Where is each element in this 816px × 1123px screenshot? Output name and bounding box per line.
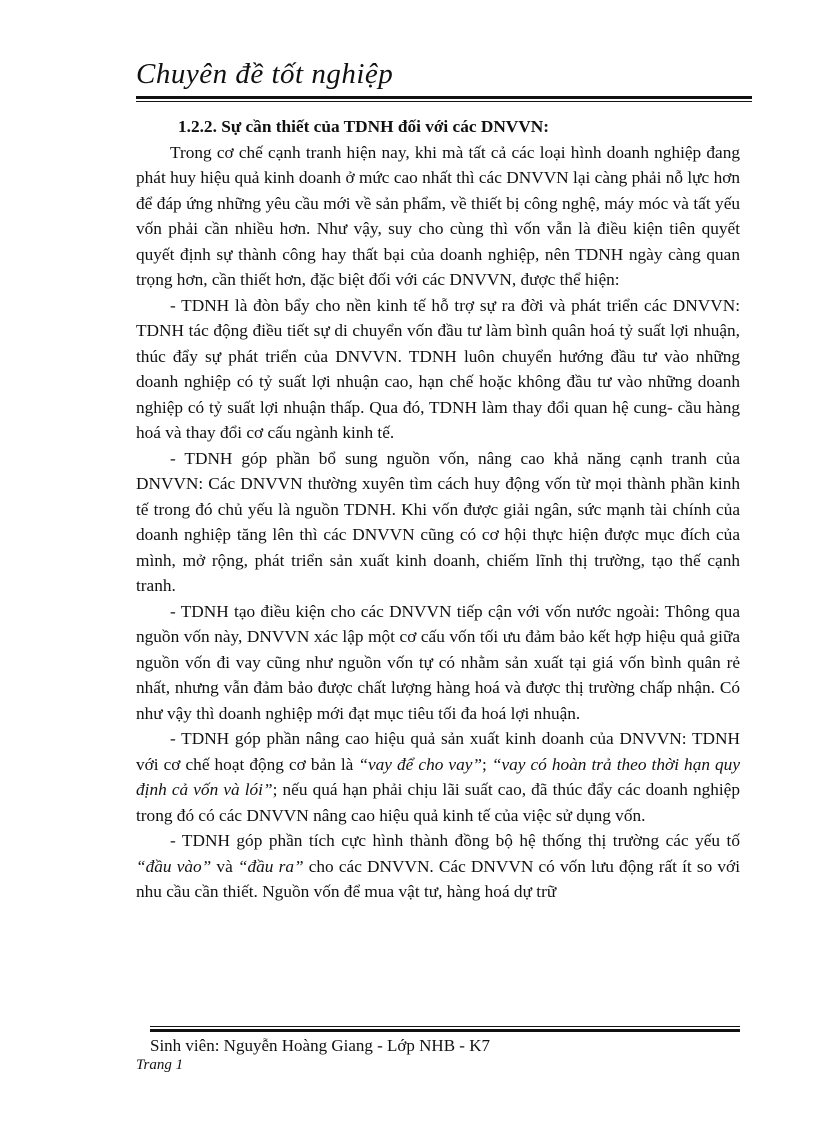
footer-rule-thin [150,1026,740,1027]
section-heading: 1.2.2. Sự cần thiết của TDNH đối với các DNVVN: [178,117,549,136]
paragraph-point-3: - TDNH tạo điều kiện cho các DNVVN tiếp cận với vốn nước ngoài: Thông qua nguồn vốn này, DNVVN xác lập một cơ cấu vốn tối ưu đảm bảo kết hợp hiệu quả giữa nguồn vốn đi vay cũng như nguồn vốn tự có nhằm sản xuất tại giá vốn bình quân rẻ nhất, nhưng vẫn đảm bảo được chất lượng hàng hoá và được thị trường chấp nhận. Có như vậy thì doanh nghiệp mới đạt mục tiêu tối đa hoá lợi nhuận. [136,601,740,723]
paragraph-point-5 [136,828,740,905]
point-5-text-start: - TDNH góp phần tích cực hình thành đồng bộ hệ thống thị trường các yếu tố [170,831,740,850]
paragraph-point-4 [136,726,740,828]
point-4-text-end: ; nếu quá hạn phải chịu lãi suất cao, đã thúc đẩy các doanh nghiệp trong đó có các DNVVN nâng cao hiệu quả kinh tế của việc sử dụng vốn. [136,780,740,825]
document-header-title: Chuyên đề tốt nghiệp [136,58,394,90]
footer-page-number: Trang 1 [136,1057,184,1073]
point-5-connector: và [211,856,238,876]
document-body [136,114,740,905]
header-rule-thick [136,96,752,99]
point-5-quote-1: “đầu vào” [136,856,212,876]
intro-paragraph: Trong cơ chế cạnh tranh hiện nay, khi mà tất cả các loại hình doanh nghiệp đang phát huy hiệu quả kinh doanh ở mức cao nhất thì các DNVVN lại càng phải nỗ lực hơn để đáp ứng những yêu cầu mới về sản phẩm, về thiết bị công nghệ, máy móc và tất yếu vốn phải cần nhiều hơn. Như vậy, suy cho cùng thì vốn vẫn là điều kiện tiên quyết quyết định sự thành công hay thất bại của doanh nghiệp, nên TDNH ngày càng quan trọng hơn, cần thiết hơn, đặc biệt đối với các DNVVN, được thể hiện: [136,142,740,289]
point-4-separator: ; [482,754,492,774]
footer-student-info: Sinh viên: Nguyễn Hoàng Giang - Lớp NHB - K7 [150,1036,490,1055]
point-4-quote-2: “vay có hoàn trả theo thời hạn quy định cả vốn và lói” [136,754,740,799]
header-rule-thin [136,101,752,102]
point-5-quote-2: “đầu ra” [237,856,304,876]
paragraph-point-2: - TDNH góp phần bổ sung nguồn vốn, nâng cao khả năng cạnh tranh của DNVVN: Các DNVVN thường xuyên tìm cách huy động vốn từ mọi thành phần kinh tế trong đó chủ yếu là nguồn TDNH. Khi vốn được giải ngân, sức mạnh tài chính của doanh nghiệp tăng lên thì các DNVVN cũng có cơ hội thực hiện được mục đích của mình, mở rộng, phát triển sản xuất kinh doanh, chiếm lĩnh thị trường, tạo thế cạnh tranh. [136,448,740,595]
footer-rule-thick [150,1029,740,1032]
paragraph-point-1: - TDNH là đòn bẩy cho nền kinh tế hỗ trợ sự ra đời và phát triển các DNVVN: TDNH tác động điều tiết sự di chuyển vốn đầu tư làm bình quân hoá tỷ suất lợi nhuận, thúc đẩy sự phát triển của DNVVN. TDNH luôn chuyển hướng đầu tư vào những doanh nghiệp có tỷ suất lợi nhuận cao, hạn chế hoặc không đầu tư vào những doanh nghiệp có tỷ suất lợi nhuận thấp. Qua đó, TDNH làm thay đổi quan hệ cung- cầu hàng hoá và thay đổi cơ cấu ngành kinh tế. [136,295,740,442]
point-4-quote-1: “vay để cho vay” [358,754,482,774]
point-4-text-start: - TDNH góp phần nâng cao hiệu quả sản xuất kinh doanh của DNVVN: TDNH với cơ chế hoạt động cơ bản là [136,729,740,774]
point-5-text-end: cho các DNVVN. Các DNVVN có vốn lưu động rất ít so với nhu cầu cần thiết. Nguồn vốn để mua vật tư, hàng hoá dự trữ [136,856,740,901]
